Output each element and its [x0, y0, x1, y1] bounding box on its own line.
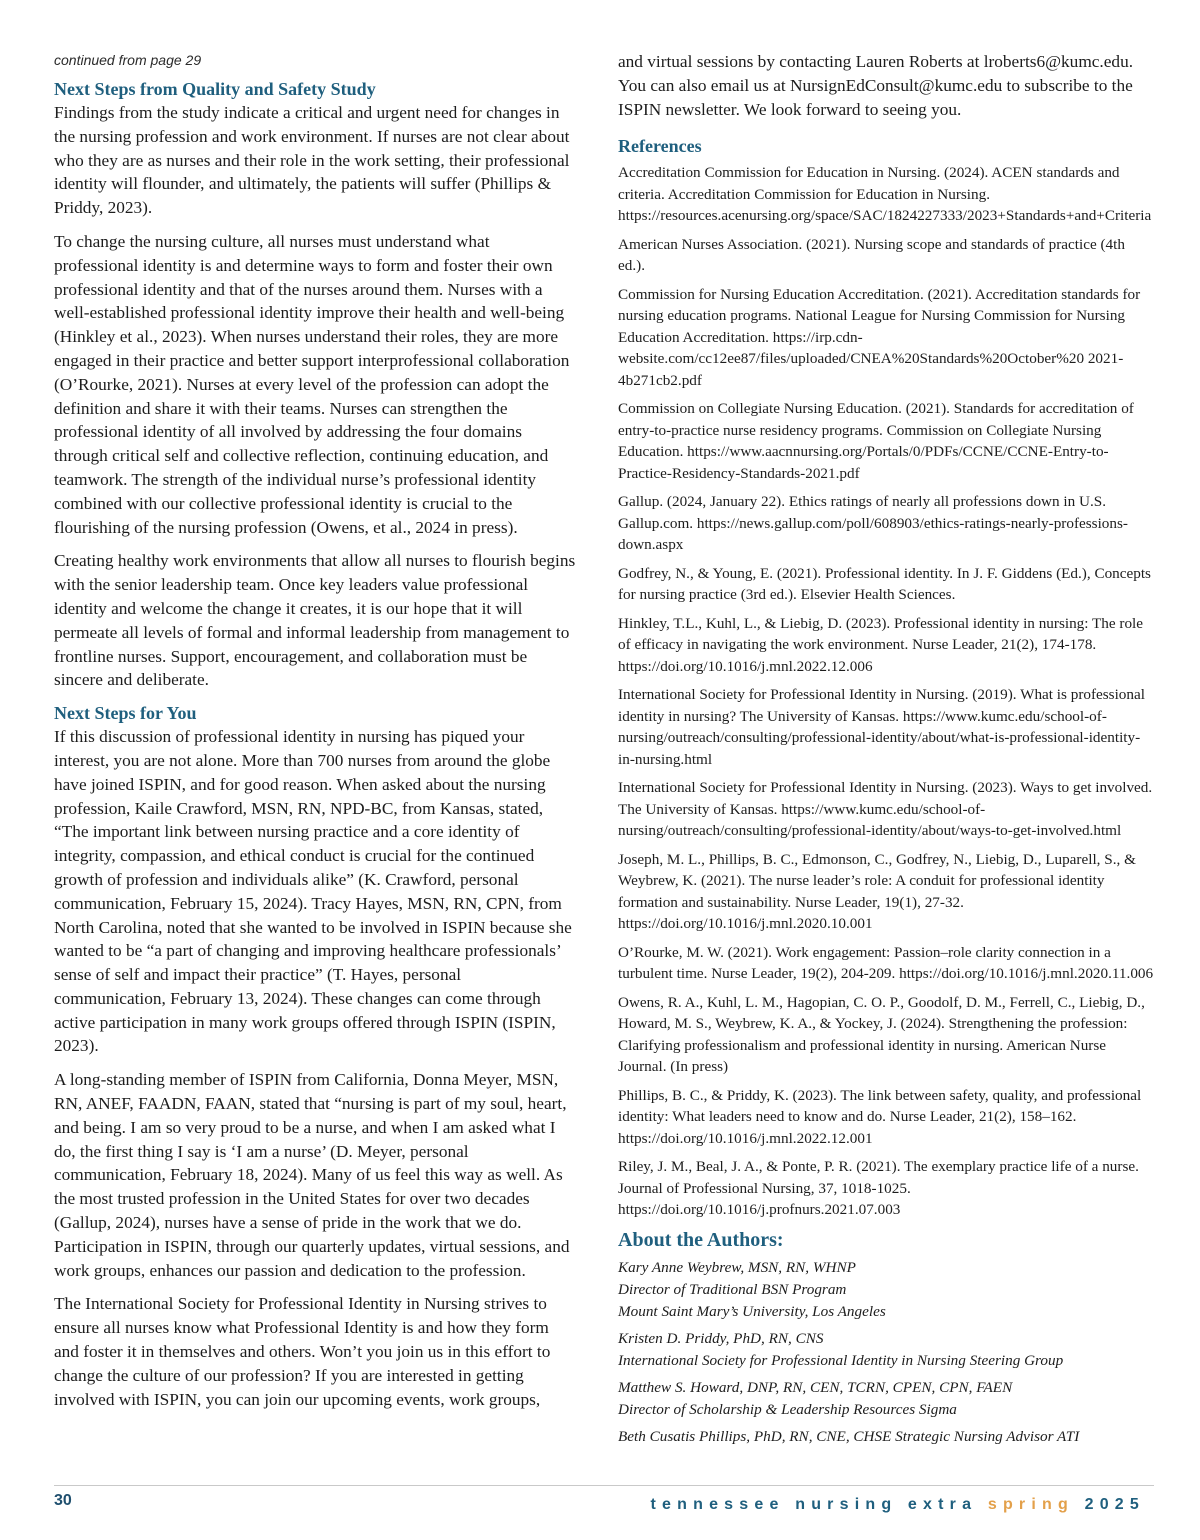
author-name: Kristen D. Priddy, PhD, RN, CNS	[618, 1329, 824, 1347]
reference-item: American Nurses Association. (2021). Nursing scope and standards of practice (4th ed.).	[618, 235, 1125, 275]
reference-item: Riley, J. M., Beal, J. A., & Ponte, P. R. (2021). The exemplary practice life of a nurse. Journal of Professional Nursing, 37, 1018-1025. https://doi.org/10.1016/j.profnurs.2021.07.003	[618, 1158, 1139, 1219]
magazine-title	[651, 1496, 1145, 1514]
reference-item: Gallup. (2024, January 22). Ethics ratings of nearly all professions down in U.S. Gallup.com. https://news.gallup.com/poll/608903/ethics-ratings-nearly-professions-down.aspx	[618, 493, 1128, 554]
reference-item: Owens, R. A., Kuhl, L. M., Hagopian, C. O. P., Goodolf, D. M., Ferrell, C., Liebig, D., Howard, M. S., Weybrew, K. A., & Yockey, J. (2024). Strengthening the profession: Clarifying professionalism and professional identity in nursing. American Nurse Journal. (In press)	[618, 993, 1145, 1076]
magazine-year: 2025	[1084, 1496, 1145, 1513]
reference-item: O’Rourke, M. W. (2021). Work engagement: Passion–role clarity connection in a turbulent time. Nurse Leader, 19(2), 204-209. https://doi.org/10.1016/j.mnl.2020.11.006	[618, 943, 1154, 983]
magazine-name: tennessee nursing extra	[650, 1496, 978, 1513]
references-heading: References	[618, 136, 702, 157]
authors-heading: About the Authors:	[618, 1228, 784, 1251]
magazine-season: spring	[987, 1496, 1074, 1513]
author-block	[618, 1257, 1154, 1323]
reference-item: Phillips, B. C., & Priddy, K. (2023). The link between safety, quality, and professional identity: What leaders need to know and do. Nurse Leader, 21(2), 158–162. https://doi.org/10.1016/j.mnl.2022.12.001	[618, 1086, 1142, 1147]
author-affiliation: International Society for Professional Identity in Nursing Steering Group	[618, 1351, 1064, 1369]
author-name: Kary Anne Weybrew, MSN, RN, WHNP	[618, 1258, 856, 1276]
reference-item: Commission for Nursing Education Accreditation. (2021). Accreditation standards for nursing education programs. National League for Nursing Commission for Nursing Education Accreditation. https://irp.cdn-website.com/cc12ee87/files/uploaded/CNEA%20Standards%20October%20 2021-4b271cb2.pdf	[618, 285, 1141, 389]
reference-item: Accreditation Commission for Education in Nursing. (2024). ACEN standards and criteria. Accreditation Commission for Education in Nursing. https://resources.acenursing.org/space/SAC/1824227333/2023+Standards+and+Criteria	[618, 164, 1152, 225]
author-affiliation: Mount Saint Mary’s University, Los Angeles	[618, 1302, 886, 1320]
author-block	[618, 1426, 1154, 1448]
references-list	[618, 162, 1154, 1221]
footer-divider	[54, 1485, 1154, 1486]
continued-note: continued from page 29	[54, 52, 202, 68]
section-heading-next-steps: Next Steps for You	[54, 703, 197, 724]
body-paragraph: If this discussion of professional identity in nursing has piqued your interest, you are not alone. More than 700 nurses from around the globe have joined ISPIN, and for good reason. When asked about the nursing profession, Kaile Crawford, MSN, RN, NPD-BC, from Kansas, stated, “The important link between nursing practice and a core identity of integrity, compassion, and ethical conduct is crucial for the continued growth of profession and individuals alike” (K. Crawford, personal communication, February 15, 2024). Tracy Hayes, MSN, RN, CPN, from North Carolina, noted that she wanted to be involved in ISPIN because she wanted to be “a part of changing and improving healthcare professionals’ sense of self and impact their practice” (T. Hayes, personal communication, February 13, 2024). These changes can come through active participation in many work groups offered through ISPIN (ISPIN, 2023).	[54, 727, 572, 1056]
body-paragraph-continued: and virtual sessions by contacting Lauren Roberts at lroberts6@kumc.edu. You can also email us at NursignEdConsult@kumc.edu to subscribe to the ISPIN newsletter. We look forward to seeing you.	[618, 52, 1134, 119]
reference-item: Joseph, M. L., Phillips, B. C., Edmonson, C., Godfrey, N., Liebig, D., Luparell, S., & Weybrew, K. (2021). The nurse leader’s role: A conduit for professional identity formation and sustainability. Nurse Leader, 19(1), 27-32. https://doi.org/10.1016/j.mnl.2020.10.001	[618, 850, 1136, 933]
reference-item: Hinkley, T.L., Kuhl, L., & Liebig, D. (2023). Professional identity in nursing: The role of efficacy in navigating the work environment. Nurse Leader, 21(2), 174-178. https://doi.org/10.1016/j.mnl.2022.12.006	[618, 614, 1144, 675]
right-column	[618, 50, 1154, 1453]
author-affiliation: Director of Traditional BSN Program	[618, 1280, 847, 1298]
body-paragraph: A long-standing member of ISPIN from California, Donna Meyer, MSN, RN, ANEF, FAADN, FAAN, stated that “nursing is part of my soul, heart, and being. I am so very proud to be a nurse, and when I am asked what I do, the first thing I say is ‘I am a nurse’ (D. Meyer, personal communication, February 18, 2024). Many of us feel this way as well. As the most trusted profession in the United States for over two decades (Gallup, 2024), nurses have a sense of pride in the work that we do. Participation in ISPIN, through our quarterly updates, virtual sessions, and work groups, enhances our passion and dedication to the profession.	[54, 1070, 570, 1280]
author-name: Beth Cusatis Phillips, PhD, RN, CNE, CHSE Strategic Nursing Advisor ATI	[618, 1427, 1080, 1445]
author-name: Matthew S. Howard, DNP, RN, CEN, TCRN, CPEN, CPN, FAEN	[618, 1378, 1013, 1396]
left-column	[54, 50, 576, 1421]
author-block	[618, 1377, 1154, 1421]
author-affiliation: Director of Scholarship & Leadership Resources Sigma	[618, 1400, 957, 1418]
authors-list	[618, 1257, 1154, 1448]
body-paragraph: Findings from the study indicate a critical and urgent need for changes in the nursing profession and work environment. If nurses are not clear about who they are as nurses and their role in the work setting, their professional identity will flounder, and ultimately, the patients will suffer (Phillips & Priddy, 2023).	[54, 103, 570, 218]
reference-item: Godfrey, N., & Young, E. (2021). Professional identity. In J. F. Giddens (Ed.), Concepts for nursing practice (3rd ed.). Elsevier Health Sciences.	[618, 564, 1151, 604]
body-paragraph: To change the nursing culture, all nurses must understand what professional identity is and determine ways to form and foster their own professional identity and that of the nurses around them. Nurses with a well-established professional identity improve their health and well-being (Hinkley et al., 2023). When nurses understand their roles, they are more engaged in their practice and better support interprofessional collaboration (O’Rourke, 2021). Nurses at every level of the profession can adopt the definition and share it with their teams. Nurses can strengthen the professional identity of all involved by addressing the four domains through critical self and collective reflection, continuing education, and teamwork. The strength of the individual nurse’s professional identity combined with our collective professional identity is crucial to the flourishing of the nursing profession (Owens, et al., 2024 in press).	[54, 231, 570, 537]
page-number: 30	[54, 1492, 72, 1509]
body-paragraph: Creating healthy work environments that allow all nurses to flourish begins with the senior leadership team. Once key leaders value professional identity and welcome the change it creates, it is our hope that it will permeate all levels of formal and informal leadership from management to frontline nurses. Support, encouragement, and collaboration must be sincere and deliberate.	[54, 551, 576, 690]
reference-item: International Society for Professional Identity in Nursing. (2019). What is professional identity in nursing? The University of Kansas. https://www.kumc.edu/school-of-nursing/outreach/consulting/professional-identity/about/what-is-professional-identity-in-nursing.html	[618, 686, 1145, 768]
reference-item: International Society for Professional Identity in Nursing. (2023). Ways to get involved. The University of Kansas. https://www.kumc.edu/school-of-nursing/outreach/consulting/professional-identity/about/ways-to-get-involved.html	[618, 779, 1153, 840]
body-paragraph: The International Society for Professional Identity in Nursing strives to ensure all nurses know what Professional Identity is and how they form and foster it in themselves and others. Won’t you join us in this effort to change the culture of our profession? If you are interested in getting involved with ISPIN, you can join our upcoming events, work groups,	[54, 1294, 551, 1409]
author-block	[618, 1328, 1154, 1372]
section-heading-quality-safety: Next Steps from Quality and Safety Study	[54, 79, 376, 99]
reference-item: Commission on Collegiate Nursing Education. (2021). Standards for accreditation of entry-to-practice nurse residency programs. Commission on Collegiate Nursing Education. https://www.aacnnursing.org/Portals/0/PDFs/CCNE/CCNE-Entry-to-Practice-Residency-Standards-2021.pdf	[618, 400, 1134, 482]
